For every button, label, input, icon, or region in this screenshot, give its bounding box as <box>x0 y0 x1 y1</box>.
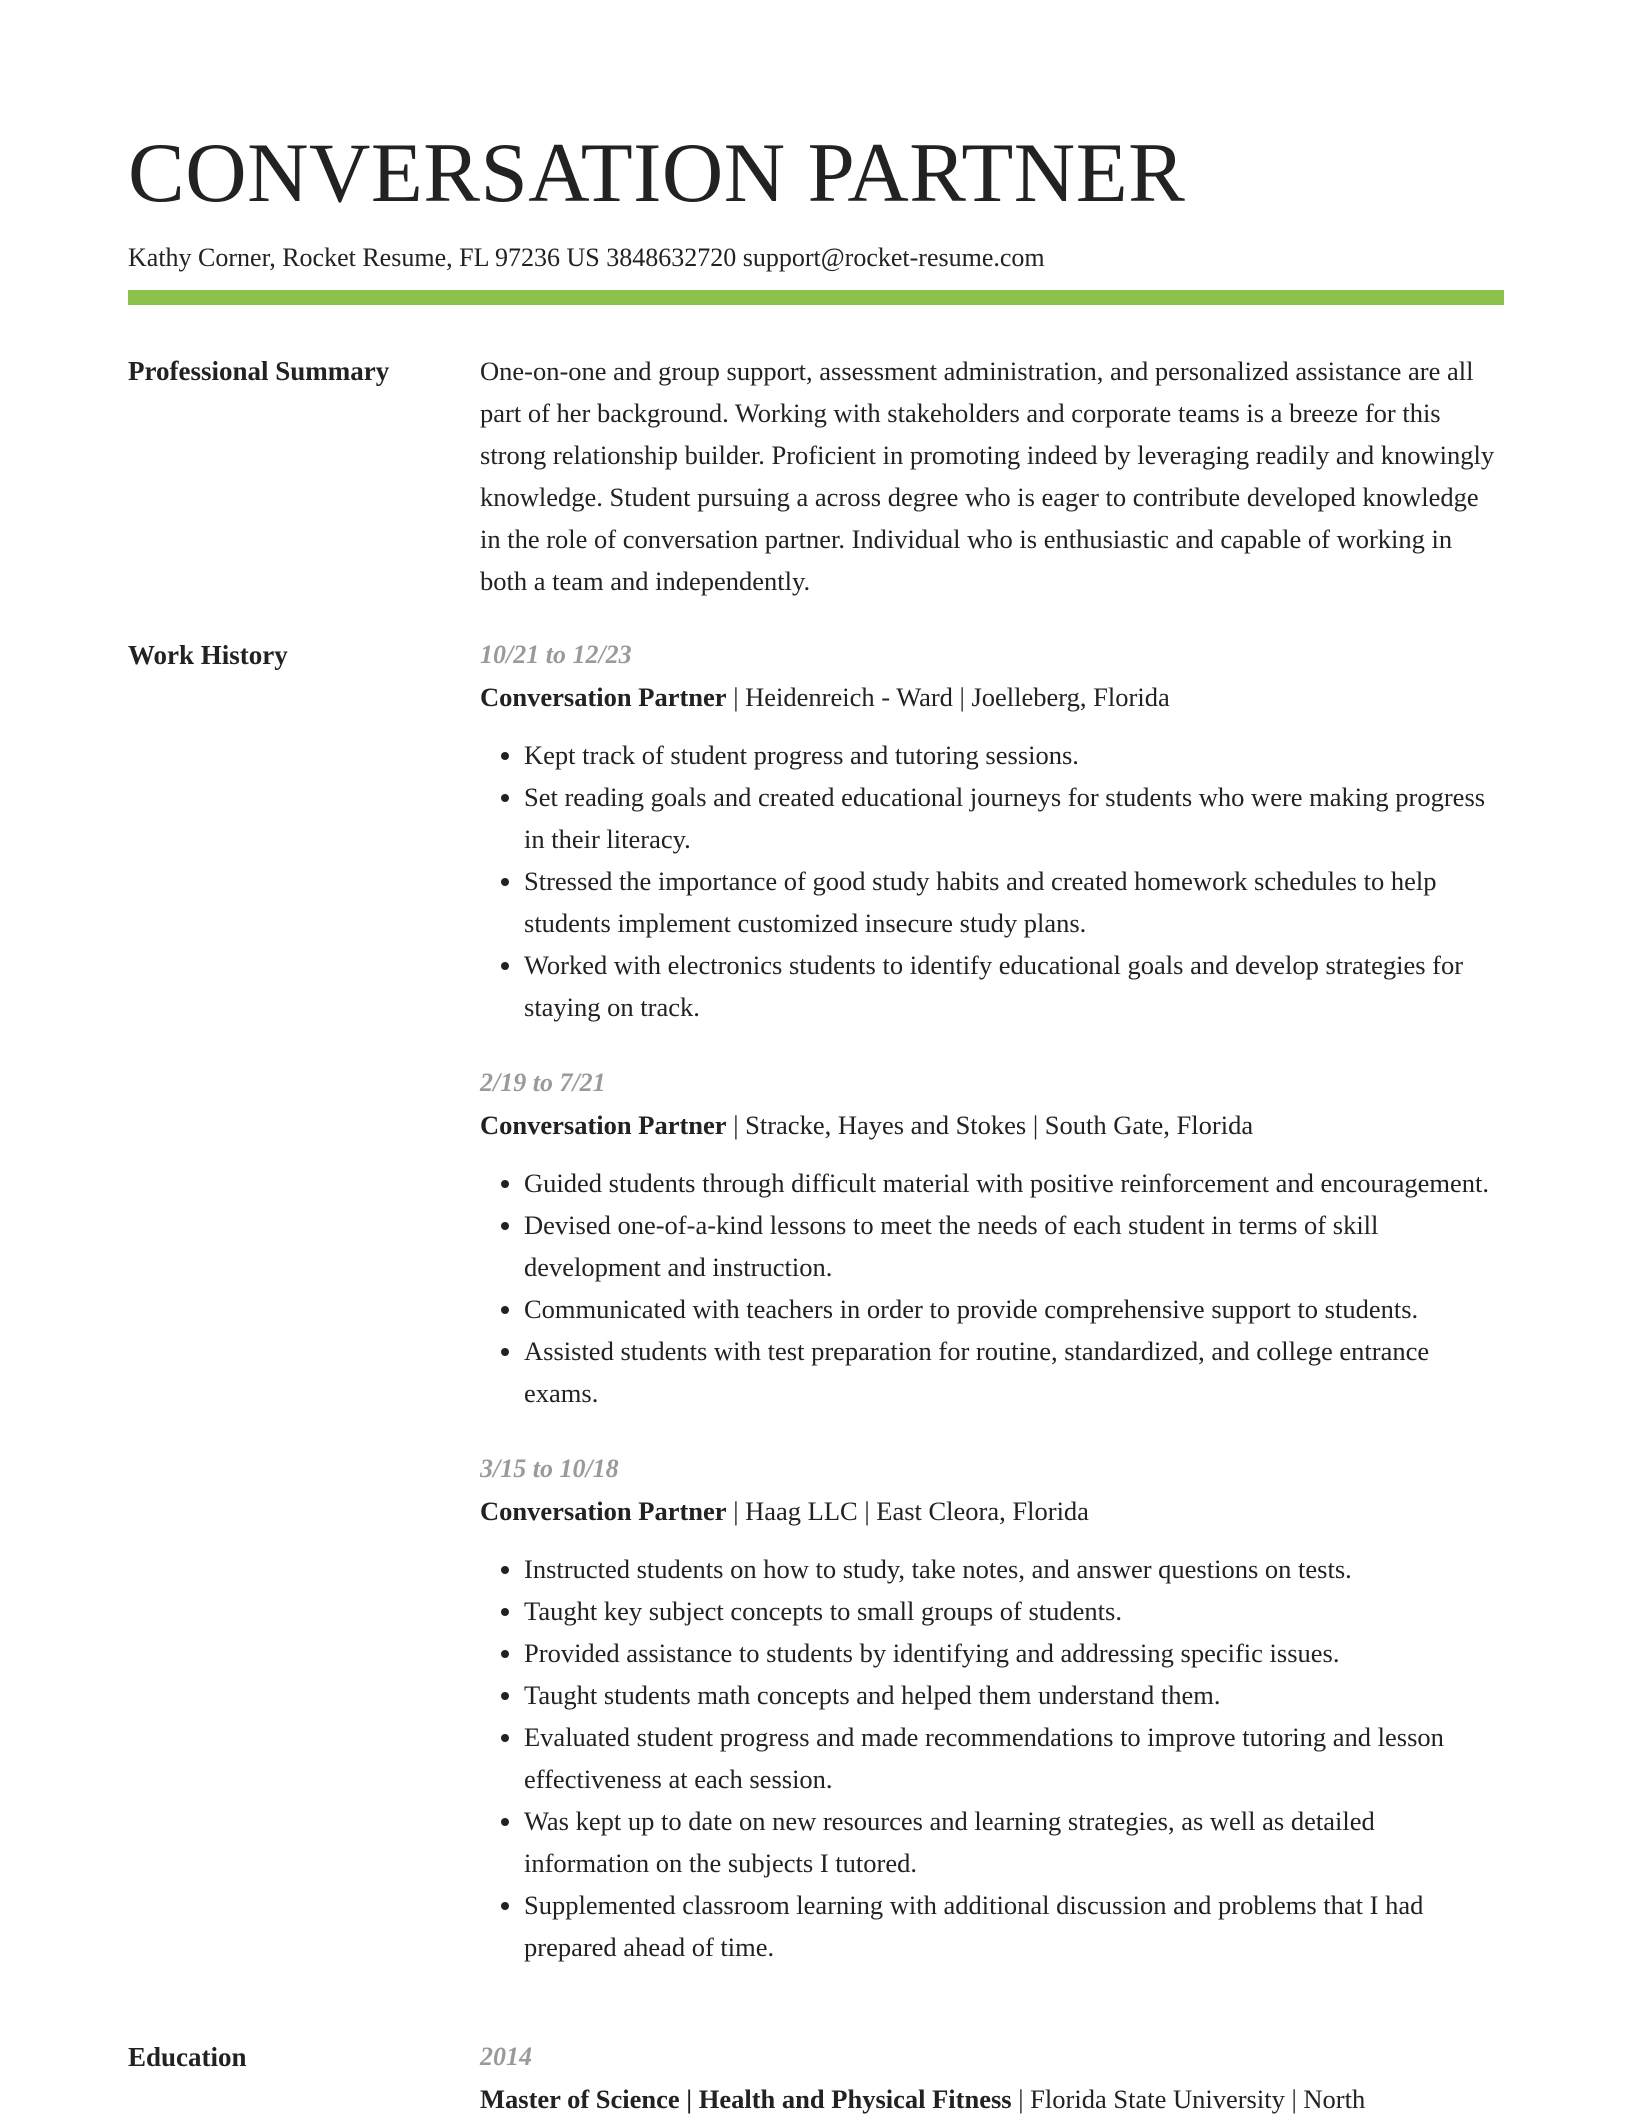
list-item: • Worked with electronics students to identify educational goals and develop strategies for staying on track. <box>524 944 1504 1028</box>
job-bullets <box>480 1548 1504 1968</box>
education-details: | Florida State University | North <box>1011 2084 1366 2114</box>
job-title-line <box>480 1104 1504 1146</box>
list-item: • Taught key subject concepts to small groups of students. <box>524 1590 1504 1632</box>
contact-email[interactable]: support@rocket-resume.com <box>742 243 1045 272</box>
job-entry <box>480 634 1504 1028</box>
job-title-line <box>480 676 1504 718</box>
list-item: • Provided assistance to students by identifying and addressing specific issues. <box>524 1632 1504 1674</box>
list-item: • Supplemented classroom learning with additional discussion and problems that I had prepared ahead of time. <box>524 1884 1504 1968</box>
job-details: | Haag LLC | East Cleora, Florida <box>726 1496 1089 1526</box>
contact-line <box>128 240 1504 276</box>
summary-body <box>480 350 1504 602</box>
list-item: • Was kept up to date on new resources and learning strategies, as well as detailed information on the subjects I tutored. <box>524 1800 1504 1884</box>
education-heading: Education <box>128 2042 247 2072</box>
education-body <box>480 2036 1504 2120</box>
list-item: • Assisted students with test preparation for routine, standardized, and college entrance exams. <box>524 1330 1504 1414</box>
job-entry <box>480 1448 1504 1968</box>
education-year: 2014 <box>480 2042 532 2071</box>
list-item: • Set reading goals and created educational journeys for students who were making progress in their literacy. <box>524 776 1504 860</box>
job-details: | Stracke, Hayes and Stokes | South Gate, Florida <box>726 1110 1254 1140</box>
contact-phone: 3848632720 <box>606 243 737 272</box>
education-degree-line <box>480 2078 1504 2120</box>
summary-text: One-on-one and group support, assessment administration, and personalized assistance are all part of her background. Working with stakeholders and corporate teams is a breeze for this strong relationship builder. Proficient in promoting indeed by leveraging readily and knowingly knowledge. Student pursuing a across degree who is eager to contribute developed knowledge in the role of conversation partner. Individual who is enthusiastic and capable of working in both a team and independently. <box>480 356 1495 596</box>
list-item: • Kept track of student progress and tutoring sessions. <box>524 734 1504 776</box>
education-degree: Master of Science | Health and Physical Fitness <box>480 2084 1012 2114</box>
job-details: | Heidenreich - Ward | Joelleberg, Florida <box>726 682 1170 712</box>
work-history-heading: Work History <box>128 640 288 670</box>
page-title: CONVERSATION PARTNER <box>128 126 1186 220</box>
contact-address: Kathy Corner, Rocket Resume, FL 97236 US <box>128 243 600 272</box>
resume-header <box>128 118 1504 305</box>
job-entry <box>480 1062 1504 1414</box>
job-bullets <box>480 1162 1504 1414</box>
work-history-body <box>480 634 1504 2002</box>
list-item: • Guided students through difficult material with positive reinforcement and encouragement. <box>524 1162 1504 1204</box>
header-divider <box>128 290 1504 305</box>
job-dates: 10/21 to 12/23 <box>480 640 632 669</box>
job-bullets <box>480 734 1504 1028</box>
job-title-line <box>480 1490 1504 1532</box>
job-dates: 2/19 to 7/21 <box>480 1068 606 1097</box>
list-item: • Devised one-of-a-kind lessons to meet the needs of each student in terms of skill development and instruction. <box>524 1204 1504 1288</box>
list-item: • Communicated with teachers in order to provide comprehensive support to students. <box>524 1288 1504 1330</box>
list-item: • Evaluated student progress and made recommendations to improve tutoring and lesson effectiveness at each session. <box>524 1716 1504 1800</box>
job-role: Conversation Partner <box>480 1496 727 1526</box>
list-item: • Instructed students on how to study, take notes, and answer questions on tests. <box>524 1548 1504 1590</box>
job-dates: 3/15 to 10/18 <box>480 1454 619 1483</box>
summary-heading: Professional Summary <box>128 356 390 386</box>
job-role: Conversation Partner <box>480 682 727 712</box>
job-role: Conversation Partner <box>480 1110 727 1140</box>
list-item: • Stressed the importance of good study habits and created homework schedules to help students implement customized insecure study plans. <box>524 860 1504 944</box>
list-item: • Taught students math concepts and helped them understand them. <box>524 1674 1504 1716</box>
